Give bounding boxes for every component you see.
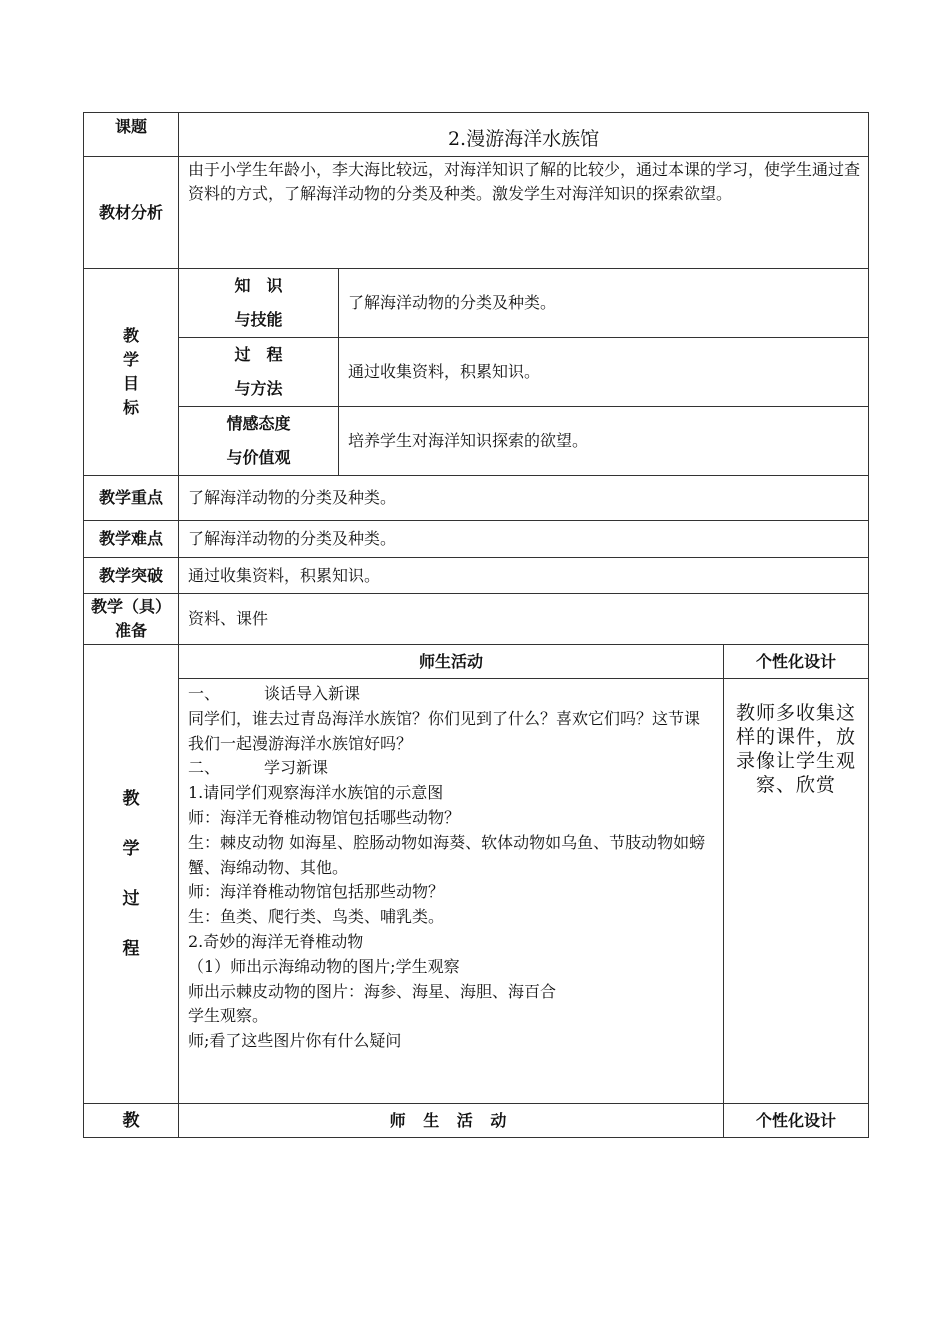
goal-label-line: 与方法 xyxy=(234,379,283,398)
goal-label-line: 与技能 xyxy=(234,310,283,329)
goal-label-emotion xyxy=(179,407,339,476)
paragraph: 学生观察。 xyxy=(188,1006,269,1026)
process-label-char: 程 xyxy=(122,939,140,959)
key-point-text: 了解海洋动物的分类及种类。 xyxy=(179,476,869,521)
key-point-label: 教学重点 xyxy=(84,476,179,521)
difficulty-label: 教学难点 xyxy=(84,521,179,558)
preparation-label-line: 准备 xyxy=(114,621,147,640)
section-heading: 一、 谈话导入新课 xyxy=(188,684,361,703)
lesson-title: 2.漫游海洋水族馆 xyxy=(179,113,869,157)
paragraph: （1）师出示海绵动物的图片;学生观察 xyxy=(188,956,460,976)
goal-row-3 xyxy=(84,407,869,476)
goal-text-process: 通过收集资料，积累知识。 xyxy=(339,338,869,407)
key-point-row xyxy=(84,476,869,521)
goal-label-line: 知 识 xyxy=(234,276,283,295)
process-label-char: 过 xyxy=(122,889,140,909)
paragraph: 生：棘皮动物 如海星、腔肠动物如海葵、软体动物如乌鱼、节肢动物如螃蟹、海绵动物、其他。 xyxy=(188,832,706,877)
breakthrough-row xyxy=(84,558,869,594)
paragraph: 2.奇妙的海洋无脊椎动物 xyxy=(188,931,364,951)
design-column-header: 个性化设计 xyxy=(724,645,869,679)
preparation-label xyxy=(84,594,179,645)
title-row xyxy=(84,113,869,157)
paragraph: 1.请同学们观察海洋水族馆的示意图 xyxy=(188,783,444,803)
paragraph: 同学们，谁去过青岛海洋水族馆？你们见到了什么？喜欢它们吗？这节课我们一起漫游海洋水族馆好吗？ xyxy=(188,708,701,753)
process-header-row xyxy=(84,645,869,679)
goal-label-process xyxy=(179,338,339,407)
process-label xyxy=(84,645,179,1104)
breakthrough-text: 通过收集资料，积累知识。 xyxy=(179,558,869,594)
difficulty-row xyxy=(84,521,869,558)
goals-label-char: 教 xyxy=(122,326,139,345)
goal-text-emotion: 培养学生对海洋知识探索的欲望。 xyxy=(339,407,869,476)
breakthrough-label: 教学突破 xyxy=(84,558,179,594)
footer-activity-header: 师 生 活 动 xyxy=(179,1104,724,1138)
preparation-row xyxy=(84,594,869,645)
goals-label-char: 标 xyxy=(122,398,139,417)
preparation-text: 资料、课件 xyxy=(179,594,869,645)
footer-label: 教 xyxy=(84,1104,179,1138)
difficulty-text: 了解海洋动物的分类及种类。 xyxy=(179,521,869,558)
activity-column-header: 师生活动 xyxy=(179,645,724,679)
goal-row-1 xyxy=(84,269,869,338)
analysis-text: 由于小学生年龄小，李大海比较远，对海洋知识了解的比较少，通过本课的学习，使学生通过查资料的方式，了解海洋动物的分类及种类。激发学生对海洋知识的探索欲望。 xyxy=(179,157,869,269)
analysis-label: 教材分析 xyxy=(84,157,179,269)
process-label-char: 学 xyxy=(122,839,140,859)
goals-label-char: 目 xyxy=(122,374,139,393)
preparation-label-line: 教学（具） xyxy=(90,597,171,616)
goal-label-line: 情感态度 xyxy=(226,414,291,433)
footer-row xyxy=(84,1104,869,1138)
analysis-row xyxy=(84,157,869,269)
goal-label-line: 与价值观 xyxy=(226,448,291,467)
section-heading: 二、 学习新课 xyxy=(188,758,329,778)
paragraph: 师：海洋脊椎动物馆包括那些动物？ xyxy=(188,882,445,902)
lesson-plan-table xyxy=(83,112,869,1138)
goal-row-2 xyxy=(84,338,869,407)
goal-label-knowledge xyxy=(179,269,339,338)
goal-text-knowledge: 了解海洋动物的分类及种类。 xyxy=(339,269,869,338)
goal-label-line: 过 程 xyxy=(234,345,283,364)
activity-content xyxy=(179,679,724,1104)
design-content: 教师多收集这样的课件，放录像让学生观察、欣赏 xyxy=(724,679,869,1104)
paragraph: 师：海洋无脊椎动物馆包括哪些动物？ xyxy=(188,807,461,827)
process-label-char: 教 xyxy=(122,789,140,809)
process-body-row xyxy=(84,679,869,1104)
paragraph: 师;看了这些图片你有什么疑问 xyxy=(188,1031,402,1051)
footer-design-header: 个性化设计 xyxy=(724,1104,869,1138)
paragraph: 师出示棘皮动物的图片：海参、海星、海胆、海百合 xyxy=(188,981,557,1001)
goals-label xyxy=(84,269,179,476)
title-label: 课题 xyxy=(84,113,179,157)
goals-label-char: 学 xyxy=(122,350,139,369)
paragraph: 生：鱼类、爬行类、鸟类、哺乳类。 xyxy=(188,907,445,927)
